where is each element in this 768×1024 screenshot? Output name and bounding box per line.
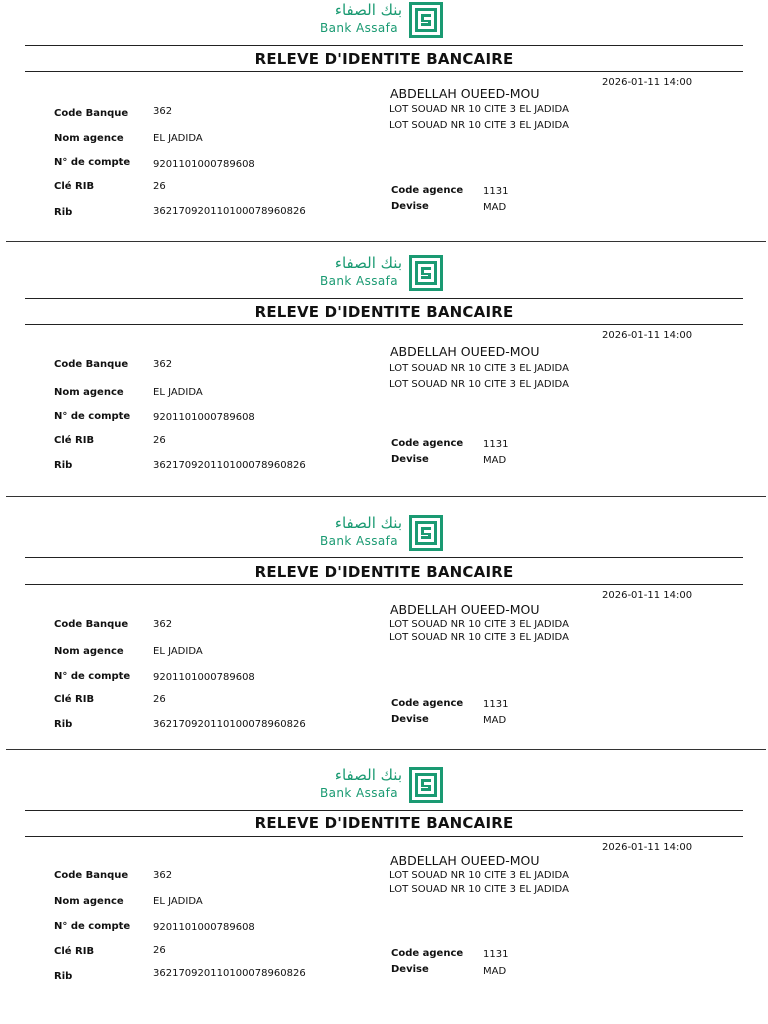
cle-rib-value: 26 [153,435,166,446]
title-top-rule [25,557,743,558]
code-banque-label: Code Banque [54,619,129,630]
logo-arabic-text: بنك الصفاء [334,766,402,784]
statement-title: RELEVE D'IDENTITE BANCAIRE [254,563,514,581]
holder-address-line1: LOT SOUAD NR 10 CITE 3 EL JADIDA [389,363,569,374]
logo-latin-text: Bank Assafa [320,786,398,800]
nom-agence-label: Nom agence [54,387,124,398]
cle-rib-label: Clé RIB [54,694,95,705]
code-agence-label: Code agence [391,698,464,709]
devise-value: MAD [483,202,507,213]
nom-agence-value: EL JADIDA [153,387,203,398]
code-agence-label: Code agence [391,185,464,196]
holder-address-line2: LOT SOUAD NR 10 CITE 3 EL JADIDA [389,120,569,131]
rib-statement [0,513,768,753]
rib-label: Rib [54,207,73,218]
devise-value: MAD [483,715,507,726]
num-compte-value: 9201101000789608 [153,159,255,170]
num-compte-value: 9201101000789608 [153,412,255,423]
code-agence-value: 1131 [483,699,509,710]
title-bottom-rule [25,324,743,325]
devise-label: Devise [391,964,429,975]
bank-logo [320,513,446,555]
logo-arabic-text: بنك الصفاء [334,514,402,532]
bank-logo [320,765,446,807]
holder-address-line1: LOT SOUAD NR 10 CITE 3 EL JADIDA [389,870,569,881]
rib-label: Rib [54,719,73,730]
rib-label: Rib [54,971,73,982]
cle-rib-label: Clé RIB [54,435,95,446]
code-agence-value: 1131 [483,186,509,197]
rib-value: 362170920110100078960826 [153,460,306,471]
timestamp: 2026-01-11 14:00 [602,842,693,853]
holder-address-line2: LOT SOUAD NR 10 CITE 3 EL JADIDA [389,379,569,390]
title-bottom-rule [25,71,743,72]
code-banque-label: Code Banque [54,870,129,881]
devise-label: Devise [391,201,429,212]
holder-address-line2: LOT SOUAD NR 10 CITE 3 EL JADIDA [389,632,569,643]
title-top-rule [25,45,743,46]
statement-separator [6,241,766,242]
account-holder-name: ABDELLAH OUEED-MOU [390,853,540,868]
statement-title: RELEVE D'IDENTITE BANCAIRE [254,50,514,68]
code-banque-value: 362 [153,870,173,881]
title-bottom-rule [25,584,743,585]
bank-emblem-icon [408,514,444,552]
title-top-rule [25,810,743,811]
nom-agence-label: Nom agence [54,133,124,144]
num-compte-label: N° de compte [54,411,131,422]
account-holder-name: ABDELLAH OUEED-MOU [390,602,540,617]
devise-label: Devise [391,454,429,465]
title-bottom-rule [25,836,743,837]
nom-agence-value: EL JADIDA [153,646,203,657]
holder-address-line1: LOT SOUAD NR 10 CITE 3 EL JADIDA [389,619,569,630]
nom-agence-label: Nom agence [54,646,124,657]
bank-emblem-icon [408,766,444,804]
cle-rib-label: Clé RIB [54,181,95,192]
cle-rib-value: 26 [153,181,166,192]
statement-separator [6,749,766,750]
code-agence-label: Code agence [391,438,464,449]
devise-label: Devise [391,714,429,725]
timestamp: 2026-01-11 14:00 [602,330,693,341]
holder-address-line1: LOT SOUAD NR 10 CITE 3 EL JADIDA [389,104,569,115]
devise-value: MAD [483,966,507,977]
logo-arabic-text: بنك الصفاء [334,254,402,272]
bank-logo [320,0,446,42]
num-compte-value: 9201101000789608 [153,922,255,933]
rib-value: 362170920110100078960826 [153,968,306,979]
code-banque-value: 362 [153,619,173,630]
rib-statement [0,253,768,493]
rib-value: 362170920110100078960826 [153,206,306,217]
code-agence-label: Code agence [391,948,464,959]
title-top-rule [25,298,743,299]
bank-logo [320,253,446,295]
logo-latin-text: Bank Assafa [320,21,398,35]
logo-latin-text: Bank Assafa [320,274,398,288]
cle-rib-label: Clé RIB [54,946,95,957]
rib-value: 362170920110100078960826 [153,719,306,730]
statement-title: RELEVE D'IDENTITE BANCAIRE [254,814,514,832]
num-compte-label: N° de compte [54,921,131,932]
timestamp: 2026-01-11 14:00 [602,77,693,88]
logo-latin-text: Bank Assafa [320,534,398,548]
code-banque-value: 362 [153,359,173,370]
statement-title: RELEVE D'IDENTITE BANCAIRE [254,303,514,321]
devise-value: MAD [483,455,507,466]
cle-rib-value: 26 [153,694,166,705]
bank-emblem-icon [408,254,444,292]
rib-label: Rib [54,460,73,471]
timestamp: 2026-01-11 14:00 [602,590,693,601]
bank-emblem-icon [408,1,444,39]
nom-agence-value: EL JADIDA [153,133,203,144]
code-agence-value: 1131 [483,949,509,960]
account-holder-name: ABDELLAH OUEED-MOU [390,86,540,101]
num-compte-label: N° de compte [54,671,131,682]
code-banque-label: Code Banque [54,108,129,119]
account-holder-name: ABDELLAH OUEED-MOU [390,344,540,359]
nom-agence-label: Nom agence [54,896,124,907]
num-compte-label: N° de compte [54,157,131,168]
holder-address-line2: LOT SOUAD NR 10 CITE 3 EL JADIDA [389,884,569,895]
rib-statement [0,0,768,240]
cle-rib-value: 26 [153,945,166,956]
code-agence-value: 1131 [483,439,509,450]
logo-arabic-text: بنك الصفاء [334,1,402,19]
statement-separator [6,496,766,497]
num-compte-value: 9201101000789608 [153,672,255,683]
nom-agence-value: EL JADIDA [153,896,203,907]
rib-statement [0,765,768,1005]
code-banque-label: Code Banque [54,359,129,370]
code-banque-value: 362 [153,106,173,117]
